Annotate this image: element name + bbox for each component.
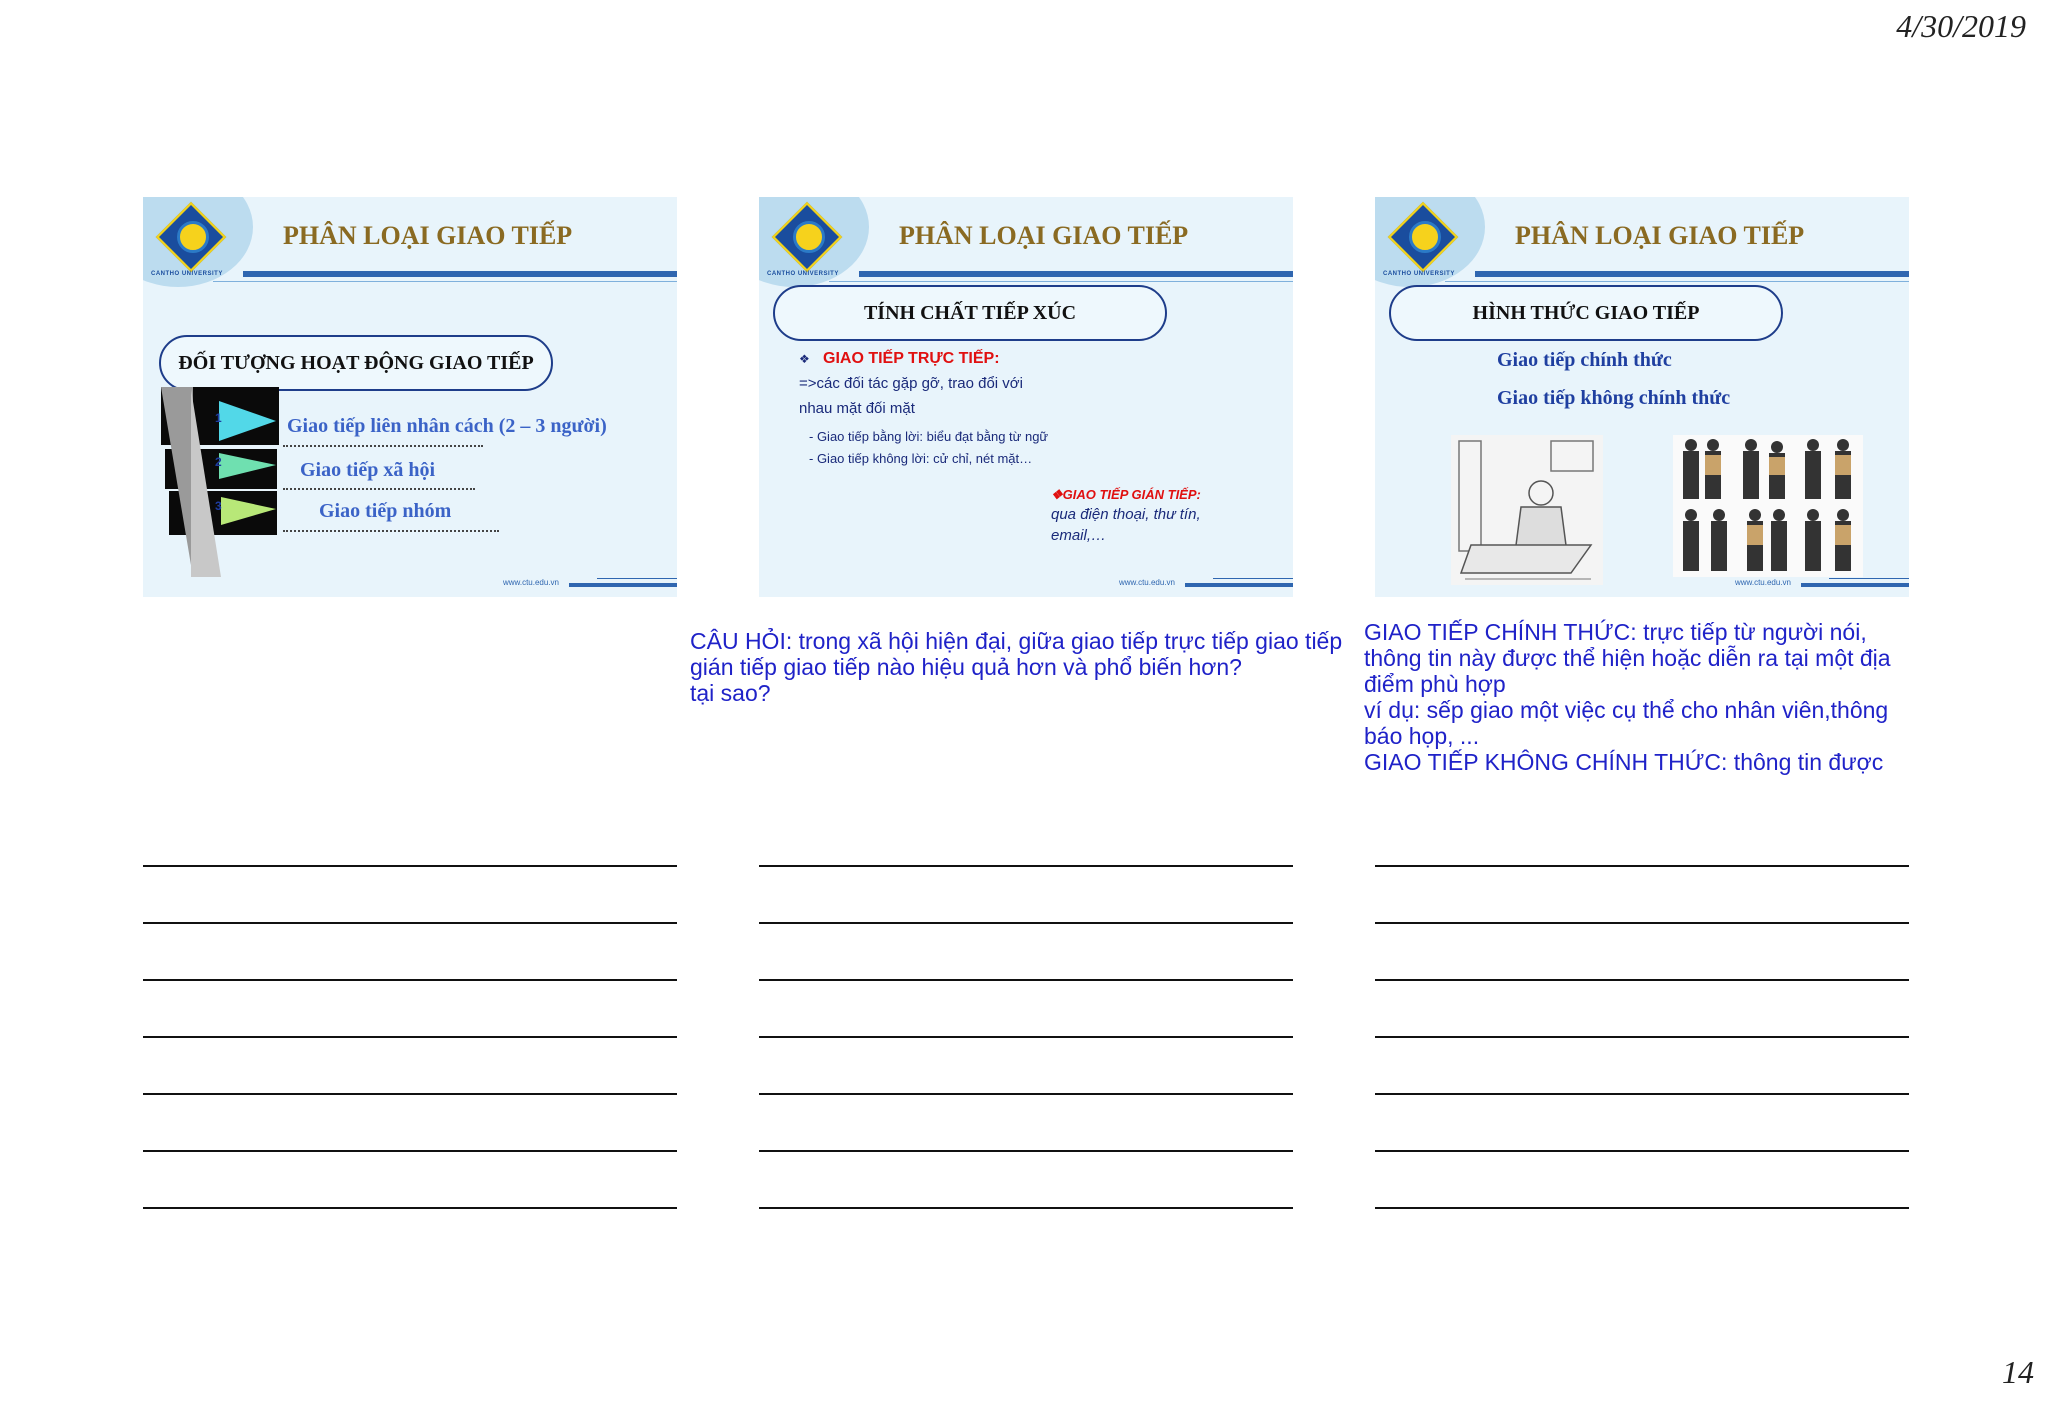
slide-title: PHÂN LOẠI GIAO TIẾP	[1515, 221, 1805, 250]
logo-emblem-icon	[1409, 221, 1441, 253]
bullet-icon: ❖	[799, 352, 810, 366]
footer-line	[569, 583, 677, 587]
section-pill: ĐỐI TƯỢNG HOẠT ĐỘNG GIAO TIẾP	[159, 335, 553, 391]
slide-title: PHÂN LOẠI GIAO TIẾP	[899, 221, 1189, 250]
note-rule	[143, 865, 677, 867]
direct-heading: GIAO TIẾP TRỰC TIẾP:	[823, 350, 1000, 367]
sub-point: - Giao tiếp bằng lời: biểu đạt bằng từ ngữ	[809, 429, 1049, 444]
footer-line	[1185, 583, 1293, 587]
university-label: CANTHO UNIVERSITY	[151, 271, 223, 277]
note-rule	[1375, 865, 1909, 867]
note-rule	[1375, 1150, 1909, 1152]
category-item: Giao tiếp liên nhân cách (2 – 3 người)	[287, 415, 607, 437]
item-number: 1	[215, 411, 222, 425]
note-rule	[759, 979, 1293, 981]
note-rule	[759, 1093, 1293, 1095]
dotted-leader	[283, 445, 483, 447]
indirect-heading: ❖GIAO TIẾP GIÁN TIẾP:	[1051, 487, 1201, 502]
note-answer: GIAO TIẾP CHÍNH THỨC: trực tiếp từ người nói, thông tin này được thể hiện hoặc diễn ra tại một địa điểm phù hợp ví dụ: sếp giao một việc cụ thể cho nhân viên,thông báo họp, ... GIAO TIẾP KHÔNG CHÍNH THỨC: thông tin được	[1364, 619, 1891, 775]
category-item: Giao tiếp xã hội	[300, 459, 436, 481]
title-rule	[243, 271, 677, 277]
form-item: Giao tiếp không chính thức	[1497, 387, 1731, 409]
footer-url: www.ctu.edu.vn	[1734, 578, 1791, 587]
note-rule	[759, 922, 1293, 924]
dotted-leader	[283, 488, 475, 490]
slide-2	[759, 197, 1293, 597]
item-number: 3	[215, 499, 222, 513]
direct-description: =>các đối tác gặp gỡ, trao đổi với	[799, 375, 1023, 392]
note-rule	[1375, 1036, 1909, 1038]
category-item: Giao tiếp nhóm	[319, 500, 452, 522]
logo-emblem-icon	[793, 221, 825, 253]
direct-description: nhau mặt đối mặt	[799, 400, 915, 417]
university-label: CANTHO UNIVERSITY	[767, 271, 839, 277]
sub-point: - Giao tiếp không lời: cử chỉ, nét mặt…	[809, 451, 1033, 466]
office-cartoon-image	[1451, 435, 1603, 585]
form-item: Giao tiếp chính thức	[1497, 349, 1672, 371]
slide-3	[1375, 197, 1909, 597]
dotted-leader	[283, 530, 499, 532]
note-rule	[143, 1036, 677, 1038]
note-rule	[1375, 979, 1909, 981]
note-rule	[759, 1036, 1293, 1038]
group-people-image	[1673, 435, 1863, 577]
title-rule	[1475, 271, 1909, 277]
logo-emblem-icon	[177, 221, 209, 253]
page-date: 4/30/2019	[1896, 8, 2026, 44]
page-number: 14	[2002, 1354, 2034, 1390]
note-rule	[143, 1150, 677, 1152]
section-pill: HÌNH THỨC GIAO TIẾP	[1389, 285, 1783, 341]
note-rule	[759, 1207, 1293, 1209]
footer-url: www.ctu.edu.vn	[1118, 578, 1175, 587]
note-rule	[759, 1150, 1293, 1152]
note-rule	[143, 922, 677, 924]
footer-url: www.ctu.edu.vn	[502, 578, 559, 587]
slide-title: PHÂN LOẠI GIAO TIẾP	[283, 221, 573, 250]
footer-line-thin	[1213, 578, 1293, 579]
indirect-description: email,…	[1051, 527, 1107, 544]
university-label: CANTHO UNIVERSITY	[1383, 271, 1455, 277]
title-rule-thin	[1445, 281, 1909, 282]
footer-line-thin	[1829, 578, 1909, 579]
footer-line	[1801, 583, 1909, 587]
note-rule	[143, 979, 677, 981]
note-rule	[759, 865, 1293, 867]
item-number: 2	[215, 455, 222, 469]
note-rule	[1375, 1093, 1909, 1095]
note-rule	[143, 1207, 677, 1209]
note-rule	[1375, 922, 1909, 924]
section-pill: TÍNH CHẤT TIẾP XÚC	[773, 285, 1167, 341]
footer-line-thin	[597, 578, 677, 579]
title-rule	[859, 271, 1293, 277]
title-rule-thin	[213, 281, 677, 282]
note-rule	[1375, 1207, 1909, 1209]
slide-1	[143, 197, 677, 597]
title-rule-thin	[829, 281, 1293, 282]
note-rule	[143, 1093, 677, 1095]
indirect-description: qua điện thoại, thư tín,	[1051, 506, 1201, 523]
note-question: CÂU HỎI: trong xã hội hiện đại, giữa giao tiếp trực tiếp giao tiếp gián tiếp giao tiếp nào hiệu quả hơn và phổ biến hơn? tại sao?	[690, 628, 1343, 706]
